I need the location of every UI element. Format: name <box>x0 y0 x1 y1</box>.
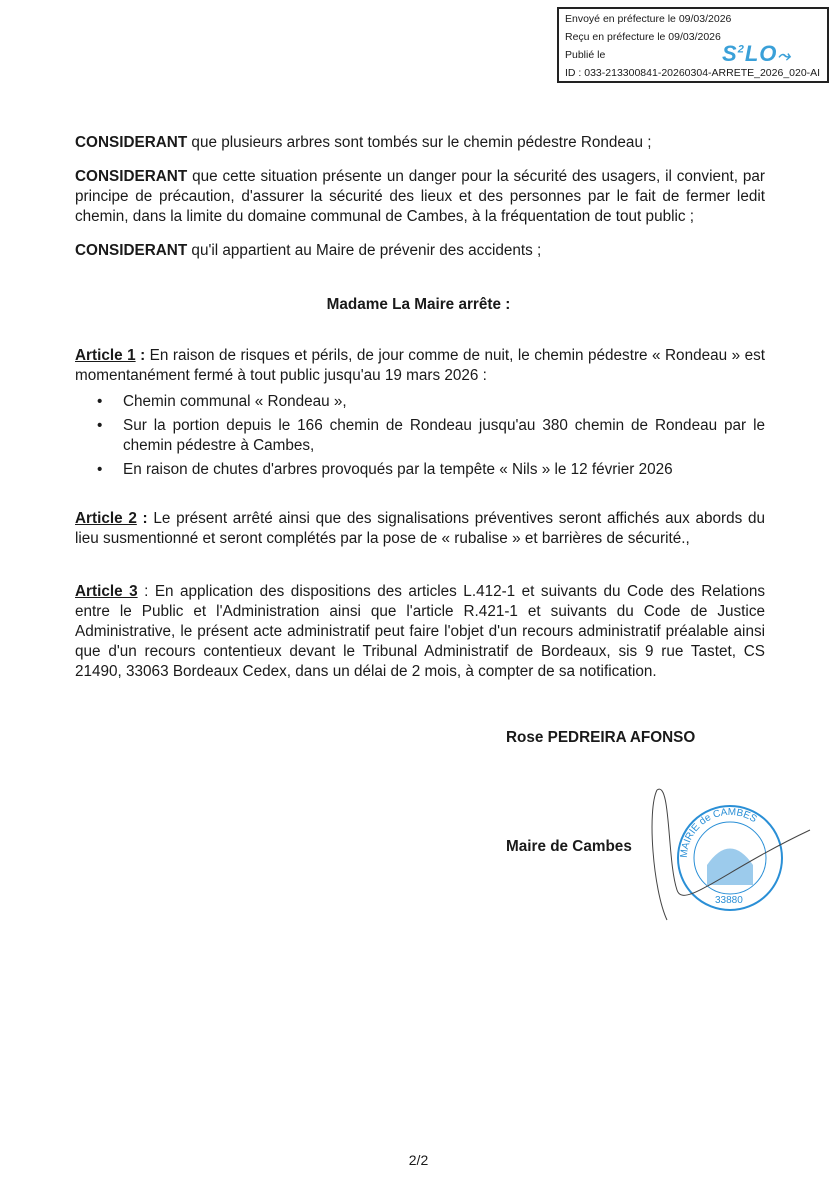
slo-logo: $S^2LO⤳$ <box>722 41 792 66</box>
article-sep: : <box>137 583 155 600</box>
article-text: Le présent arrêté ainsi que des signalisations préventives seront affichés aux abords du lieu susmentionné et seront complétés par la pose de « rubalise » et barrières de sécurité., <box>75 510 765 547</box>
seal-code: 33880 <box>715 895 743 906</box>
article-text: En application des dispositions des articles L.412-1 et suivants du Code des Relations entre le Public et l'Administration ainsi que l'article R.421-1 et suivants du Code de Justice Administrative, le présent acte administratif peut faire l'objet d'un recours administratif préalable ainsi que d'un recours contentieux devant le Tribunal Administratif de Bordeaux, sis 9 rue Tastet, CS 21490, 33063 Bordeaux Cedex, dans un délai de 2 mois, à compter de sa notification. <box>75 583 765 680</box>
article-text: En raison de risques et périls, de jour comme de nuit, le chemin pédestre « Rondeau » est momentanément fermé à tout public jusqu'au 19 mars 2026 : <box>75 347 765 384</box>
bullet-item: • Sur la portion depuis le 166 chemin de Rondeau jusqu'au 380 chemin de Rondeau par le chemin pédestre à Cambes, <box>95 416 765 456</box>
article-label: Article 1 <box>75 347 136 364</box>
considerant-1 <box>75 133 765 153</box>
seal-text: MAIRIE de CAMBES <box>678 806 759 859</box>
article-label: Article 2 <box>75 510 137 527</box>
stamp-id: ID : 033-213300841-20260304-ARRETE_2026_020-AI <box>565 67 821 79</box>
bullet-item: • En raison de chutes d'arbres provoqués par la tempête « Nils » le 12 février 2026 <box>95 460 765 480</box>
considerant-text: que plusieurs arbres sont tombés sur le chemin pédestre Rondeau ; <box>187 134 652 151</box>
article-sep: : <box>136 510 154 527</box>
mairie-seal-and-signature <box>645 770 815 940</box>
article-3 <box>75 582 765 682</box>
article-label: Article 3 <box>75 583 138 600</box>
signatory-role: Maire de Cambes <box>506 838 632 855</box>
considerant-2 <box>75 167 765 227</box>
bullet-item: • Chemin communal « Rondeau », <box>95 392 765 412</box>
considerant-text: que cette situation présente un danger pour la sécurité des usagers, il convient, par principe de précaution, d'assurer la sécurité des lieux et des personnes par le fait de fermer ledit chemin, dans la limite du domaine communal de Cambes, à la fréquentation de tout public ; <box>75 168 765 225</box>
stamp-published: Publié le <box>565 49 606 61</box>
stamp-received: Reçu en préfecture le 09/03/2026 <box>565 31 721 43</box>
article-1 <box>75 346 765 386</box>
article-1-bullets <box>95 392 765 484</box>
page-number: 2/2 <box>408 1152 429 1168</box>
considerant-keyword: CONSIDERANT <box>75 168 188 185</box>
article-2 <box>75 509 765 549</box>
signatory-name: Rose PEDREIRA AFONSO <box>506 729 696 746</box>
stamp-sent: Envoyé en préfecture le 09/03/2026 <box>565 13 732 25</box>
considerant-text: qu'il appartient au Maire de prévenir des accidents ; <box>187 242 542 259</box>
considerant-keyword: CONSIDERANT <box>75 242 188 259</box>
article-sep: : <box>135 347 150 364</box>
considerant-keyword: CONSIDERANT <box>75 134 188 151</box>
considerant-3 <box>75 241 765 261</box>
decision-title: Madame La Maire arrête : <box>326 296 511 313</box>
